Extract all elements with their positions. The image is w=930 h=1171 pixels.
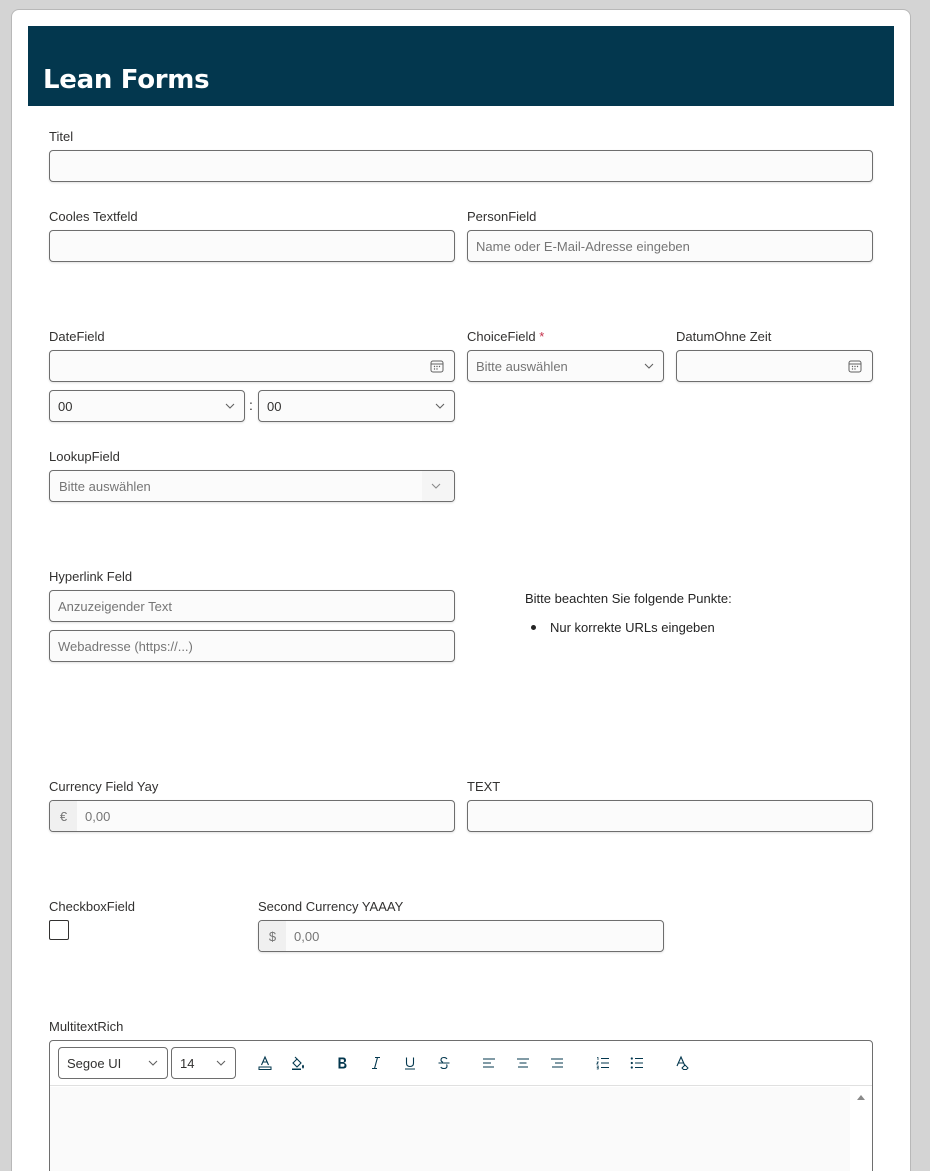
highlight-color-button[interactable] (288, 1053, 308, 1073)
font-family-value: Segoe UI (67, 1055, 122, 1071)
hyperlink-feld-label: Hyperlink Feld (49, 569, 133, 584)
bold-icon (334, 1055, 350, 1071)
currency-field-input[interactable] (49, 800, 455, 832)
date-field-label: DateField (49, 329, 105, 344)
currency-field-label: Currency Field Yay (49, 779, 159, 794)
italic-icon (368, 1055, 384, 1071)
lookup-field-placeholder: Bitte auswählen (59, 478, 151, 494)
strikethrough-icon (436, 1055, 452, 1071)
date-field-hour-value: 00 (58, 398, 73, 414)
text-field-label: TEXT (467, 779, 501, 794)
cooles-textfeld-label: Cooles Textfeld (49, 209, 138, 224)
cooles-textfeld-input[interactable] (49, 230, 455, 262)
align-right-button[interactable] (547, 1053, 567, 1073)
font-family-select[interactable] (58, 1047, 168, 1079)
checkbox-field-label: CheckboxField (49, 899, 135, 914)
bold-button[interactable] (332, 1053, 352, 1073)
multitext-rich-label: MultitextRich (49, 1019, 124, 1034)
datum-ohne-zeit-input[interactable] (676, 350, 873, 382)
second-currency-placeholder: 0,00 (294, 928, 320, 944)
required-mark: * (539, 329, 545, 344)
titel-input[interactable] (49, 150, 873, 182)
person-field-input[interactable] (467, 230, 873, 262)
scroll-up-icon[interactable] (856, 1093, 866, 1101)
person-field-placeholder: Name oder E-Mail-Adresse eingeben (476, 238, 690, 254)
titel-label: Titel (49, 129, 74, 144)
align-center-icon (515, 1055, 531, 1071)
lookup-field-label: LookupField (49, 449, 120, 464)
second-currency-input[interactable] (258, 920, 664, 952)
person-field-label: PersonField (467, 209, 537, 224)
underline-icon (402, 1055, 418, 1071)
hyperlink-text-placeholder: Anzuzeigender Text (58, 598, 172, 614)
align-center-button[interactable] (513, 1053, 533, 1073)
bullet-list-button[interactable] (627, 1053, 647, 1073)
chevron-down-icon (224, 400, 236, 412)
chevron-down-icon (434, 400, 446, 412)
date-field-minute-select[interactable] (258, 390, 455, 422)
chevron-down-icon (430, 480, 442, 492)
bullet-icon (531, 625, 536, 630)
second-currency-label: Second Currency YAAAY (258, 899, 404, 914)
dollar-prefix: $ (259, 921, 286, 951)
form-header (28, 26, 894, 106)
text-field-input[interactable] (467, 800, 873, 832)
clear-formatting-icon (674, 1055, 690, 1071)
rich-text-editor (49, 1040, 873, 1171)
datum-ohne-zeit-label: DatumOhne Zeit (676, 329, 772, 344)
date-field-minute-value: 00 (267, 398, 282, 414)
checkbox-field-checkbox[interactable] (49, 920, 69, 940)
clear-formatting-button[interactable] (672, 1053, 692, 1073)
rte-toolbar (50, 1041, 872, 1086)
underline-button[interactable] (400, 1053, 420, 1073)
chevron-down-icon (643, 360, 655, 372)
rte-content-area[interactable] (50, 1087, 850, 1171)
page-title: Lean Forms (43, 65, 210, 95)
bullet-list-icon (629, 1055, 645, 1071)
lookup-field-select[interactable] (49, 470, 455, 502)
choice-field-label-text: ChoiceField (467, 329, 536, 344)
hint-list-item (531, 620, 715, 635)
euro-prefix: € (50, 801, 77, 831)
numbered-list-icon (595, 1055, 611, 1071)
calendar-icon[interactable] (848, 359, 862, 373)
chevron-down-icon (147, 1057, 159, 1069)
paint-bucket-icon (290, 1055, 306, 1071)
hyperlink-text-input[interactable] (49, 590, 455, 622)
date-field-hour-select[interactable] (49, 390, 245, 422)
date-field-input[interactable] (49, 350, 455, 382)
choice-field-select[interactable] (467, 350, 664, 382)
choice-field-label (467, 329, 544, 345)
align-right-icon (549, 1055, 565, 1071)
hyperlink-url-input[interactable] (49, 630, 455, 662)
numbered-list-button[interactable] (593, 1053, 613, 1073)
hyperlink-url-placeholder: Webadresse (https://...) (58, 638, 193, 654)
calendar-icon[interactable] (430, 359, 444, 373)
font-size-select[interactable] (171, 1047, 236, 1079)
chevron-down-icon (215, 1057, 227, 1069)
time-separator: : (249, 397, 253, 413)
font-color-button[interactable] (255, 1053, 275, 1073)
italic-button[interactable] (366, 1053, 386, 1073)
align-left-icon (481, 1055, 497, 1071)
strikethrough-button[interactable] (434, 1053, 454, 1073)
align-left-button[interactable] (479, 1053, 499, 1073)
currency-field-placeholder: 0,00 (85, 808, 111, 824)
choice-field-placeholder: Bitte auswählen (476, 358, 568, 374)
font-size-value: 14 (180, 1055, 195, 1071)
hint-item-text: Nur korrekte URLs eingeben (550, 620, 715, 635)
font-color-icon (257, 1055, 273, 1071)
hint-title: Bitte beachten Sie folgende Punkte: (525, 591, 732, 606)
